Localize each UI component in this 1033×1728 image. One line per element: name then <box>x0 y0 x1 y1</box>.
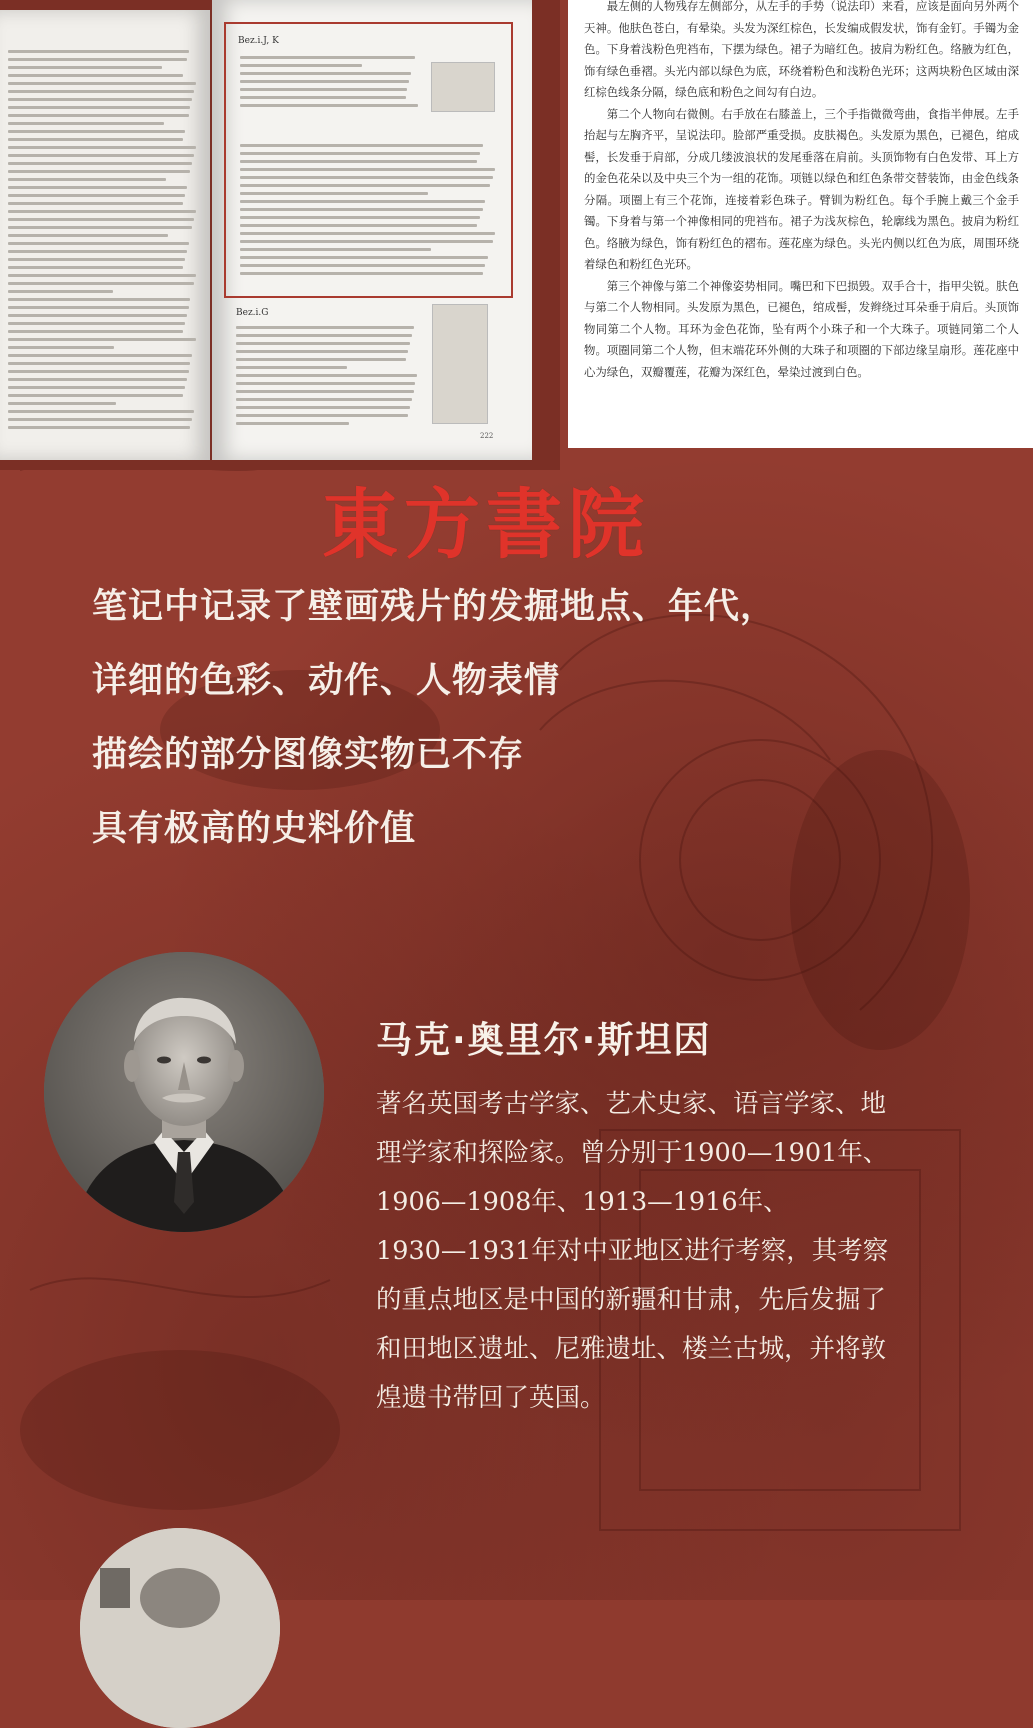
book-text-line <box>8 338 196 341</box>
book-text-line <box>236 390 414 393</box>
book-text-line <box>236 342 410 345</box>
book-text-line <box>8 314 187 317</box>
book-text-line <box>236 374 417 377</box>
figure-caption-text <box>240 56 420 112</box>
book-text-line <box>240 56 415 59</box>
book-text-line <box>8 130 185 133</box>
book-text-line <box>8 258 185 261</box>
book-text-line <box>236 326 414 329</box>
brand-logo: 東方書院 <box>322 480 650 569</box>
book-text-line <box>8 250 187 253</box>
book-text-line <box>8 154 194 157</box>
bio-line: 和田地区遗址、尼雅遗址、楼兰古城，并将敦 <box>376 1334 887 1364</box>
book-text-line <box>8 266 183 269</box>
book-text-line <box>240 232 495 235</box>
book-text-line <box>236 366 347 369</box>
book-text-line <box>8 66 162 69</box>
book-text-line <box>8 242 189 245</box>
portrait-photo <box>44 952 324 1232</box>
book-text-line <box>240 184 490 187</box>
text-paragraph: 最左侧的人物残存左侧部分，从左手的手势（说法印）来看，应该是面向另外两个天神。他肤色苍白，有晕染。头发为深红棕色，长发编成假发状，饰有金钉。手镯为金色。下身着浅粉色兜裆布，下摆为绿色。裙子为暗红色。披肩为粉红色。络腋为红色，饰有绿色垂褶。头光内部以绿色为底，环绕着粉色和浅粉色光环；这两块粉色区域由深红棕色线条分隔，绿色底和粉色之间勾有白边。 <box>584 0 1019 99</box>
book-text-line <box>8 362 190 365</box>
person-name: 马克·奥里尔·斯坦因 <box>376 1020 712 1061</box>
book-text-line <box>8 386 185 389</box>
text-paragraph: 第二个人物向右微侧。右手放在右膝盖上，三个手指微微弯曲，食指半伸展。左手抬起与左胸齐平，呈说法印。脸部严重受损。皮肤褐色。头发原为黑色，已褪色，绾成髻，长发垂于肩部，分成几缕波浪状的发尾垂落在肩前。头顶饰物有白色发带、耳上方的金色花朵以及中央三个为一组的花饰。项链以绿色和红色条带交替装饰，由金色线条分隔。项圈上有三个花饰，连接着彩色珠子。臂钏为粉红色。每个手腕上戴三个金手镯。下身着与第一个神像相同的兜裆布。裙子为浅灰棕色，轮廓线为黑色。披肩为粉红色。络腋为绿色，饰有粉红色的褶布。莲花座为绿色。头光内侧以红色为底，周围环绕着绿色和粉红色光环。 <box>584 106 1019 271</box>
book-text-line <box>8 50 189 53</box>
book-text-line <box>8 106 190 109</box>
book-text-line <box>8 146 196 149</box>
book-text-line <box>8 114 189 117</box>
book-text-line <box>8 98 192 101</box>
book-text-line <box>236 414 408 417</box>
portrait-illustration <box>44 952 324 1232</box>
book-text-line <box>8 282 194 285</box>
book-text-line <box>236 334 412 337</box>
bio-line: 1906—1908年、1913—1916年、 <box>376 1187 789 1217</box>
book-text-line <box>8 170 190 173</box>
book-text-line <box>236 358 406 361</box>
book-text-line <box>240 208 483 211</box>
book-left-page <box>0 10 210 460</box>
book-text-line <box>8 186 187 189</box>
book-text-line <box>240 192 428 195</box>
book-text-line <box>240 64 362 67</box>
book-text-line <box>240 224 477 227</box>
book-text-line <box>240 256 488 259</box>
book-text-line <box>8 418 192 421</box>
book-text-line <box>236 398 412 401</box>
book-text-line <box>240 200 485 203</box>
second-portrait-illustration <box>80 1528 280 1728</box>
page-number: 222 <box>480 432 494 440</box>
book-text-line <box>8 298 190 301</box>
book-text-line <box>8 226 192 229</box>
book-text-line <box>8 194 185 197</box>
book-text-line <box>236 406 410 409</box>
book-text-line <box>8 90 194 93</box>
right-page-text-block <box>236 326 421 430</box>
bio-line: 著名英国考古学家、艺术史家、语言学家、地 <box>376 1089 887 1119</box>
book-text-line <box>240 144 483 147</box>
book-text-line <box>8 402 116 405</box>
book-text-line <box>240 240 493 243</box>
book-text-line <box>8 290 113 293</box>
book-text-line <box>8 410 194 413</box>
book-text-line <box>240 176 493 179</box>
bio-line: 煌遗书带回了英国。 <box>376 1383 606 1413</box>
book-text-line <box>8 330 183 333</box>
book-text-line <box>236 422 349 425</box>
figure-body-text <box>240 144 498 280</box>
book-right-page <box>212 0 532 460</box>
book-text-line <box>240 96 406 99</box>
book-text-line <box>8 82 196 85</box>
book-text-line <box>236 382 415 385</box>
text-page-photo <box>568 0 1033 448</box>
book-spread-photo <box>0 0 560 470</box>
book-text-line <box>240 264 485 267</box>
book-text-line <box>240 104 418 107</box>
book-text-line <box>8 370 189 373</box>
intro-line: 描绘的部分图像实物已不存 <box>92 735 525 775</box>
book-text-line <box>240 72 411 75</box>
book-text-line <box>8 394 183 397</box>
intro-line: 笔记中记录了壁画残片的发掘地点、年代， <box>92 587 777 627</box>
mural-thumbnail <box>432 304 488 424</box>
book-text-line <box>240 88 407 91</box>
book-text-line <box>8 122 164 125</box>
second-portrait-photo <box>80 1528 280 1728</box>
book-text-line <box>240 248 431 251</box>
book-text-line <box>240 160 477 163</box>
figure-frame <box>224 22 513 298</box>
intro-line: 详细的色彩、动作、人物表情 <box>92 661 561 701</box>
book-text-line <box>8 378 187 381</box>
book-text-line <box>8 202 183 205</box>
mural-thumbnail <box>431 62 495 112</box>
book-text-line <box>8 354 192 357</box>
bio-line: 的重点地区是中国的新疆和甘肃，先后发掘了 <box>376 1285 887 1315</box>
figure-label: Bez.i.J, K <box>238 36 279 46</box>
book-text-line <box>8 274 196 277</box>
intro-text <box>92 570 972 866</box>
book-text-line <box>8 306 189 309</box>
bio-line: 1930—1931年对中亚地区进行考察，其考察 <box>376 1236 889 1266</box>
book-text-line <box>240 80 409 83</box>
book-text-line <box>240 168 495 171</box>
figure-label: Bez.i.G <box>236 308 269 318</box>
book-text-line <box>8 218 194 221</box>
book-text-line <box>8 234 168 237</box>
book-text-line <box>240 152 480 155</box>
book-text-line <box>240 272 483 275</box>
book-text-line <box>8 322 185 325</box>
person-bio <box>376 1080 956 1423</box>
book-text-line <box>8 58 187 61</box>
book-text-line <box>8 346 114 349</box>
text-paragraph: 第三个神像与第二个神像姿势相同。嘴巴和下巴损毁。双手合十，指甲尖锐。肤色与第二个人物相同。头发原为黑色，已褪色，绾成髻，发辫绕过耳朵垂于肩后。头顶饰物同第二个人物。耳环为金色花饰，坠有两个小珠子和一个大珠子。项链同第二个人物。项圈同第二个人物，但末端花环外侧的大珠子和项圈的下部边缘呈扇形。莲花座中心为绿色，双瓣覆莲，花瓣为深红色，晕染过渡到白色。 <box>584 278 1019 379</box>
book-text-line <box>8 178 166 181</box>
book-text-line <box>8 210 196 213</box>
book-text-line <box>8 138 183 141</box>
book-text-line <box>8 426 190 429</box>
book-text-line <box>8 74 183 77</box>
intro-line: 具有极高的史料价值 <box>92 809 417 849</box>
book-text-line <box>8 162 192 165</box>
book-text-line <box>240 216 480 219</box>
bio-line: 理学家和探险家。曾分别于1900—1901年、 <box>376 1138 889 1168</box>
left-page-text-block <box>8 50 198 434</box>
book-text-line <box>236 350 408 353</box>
